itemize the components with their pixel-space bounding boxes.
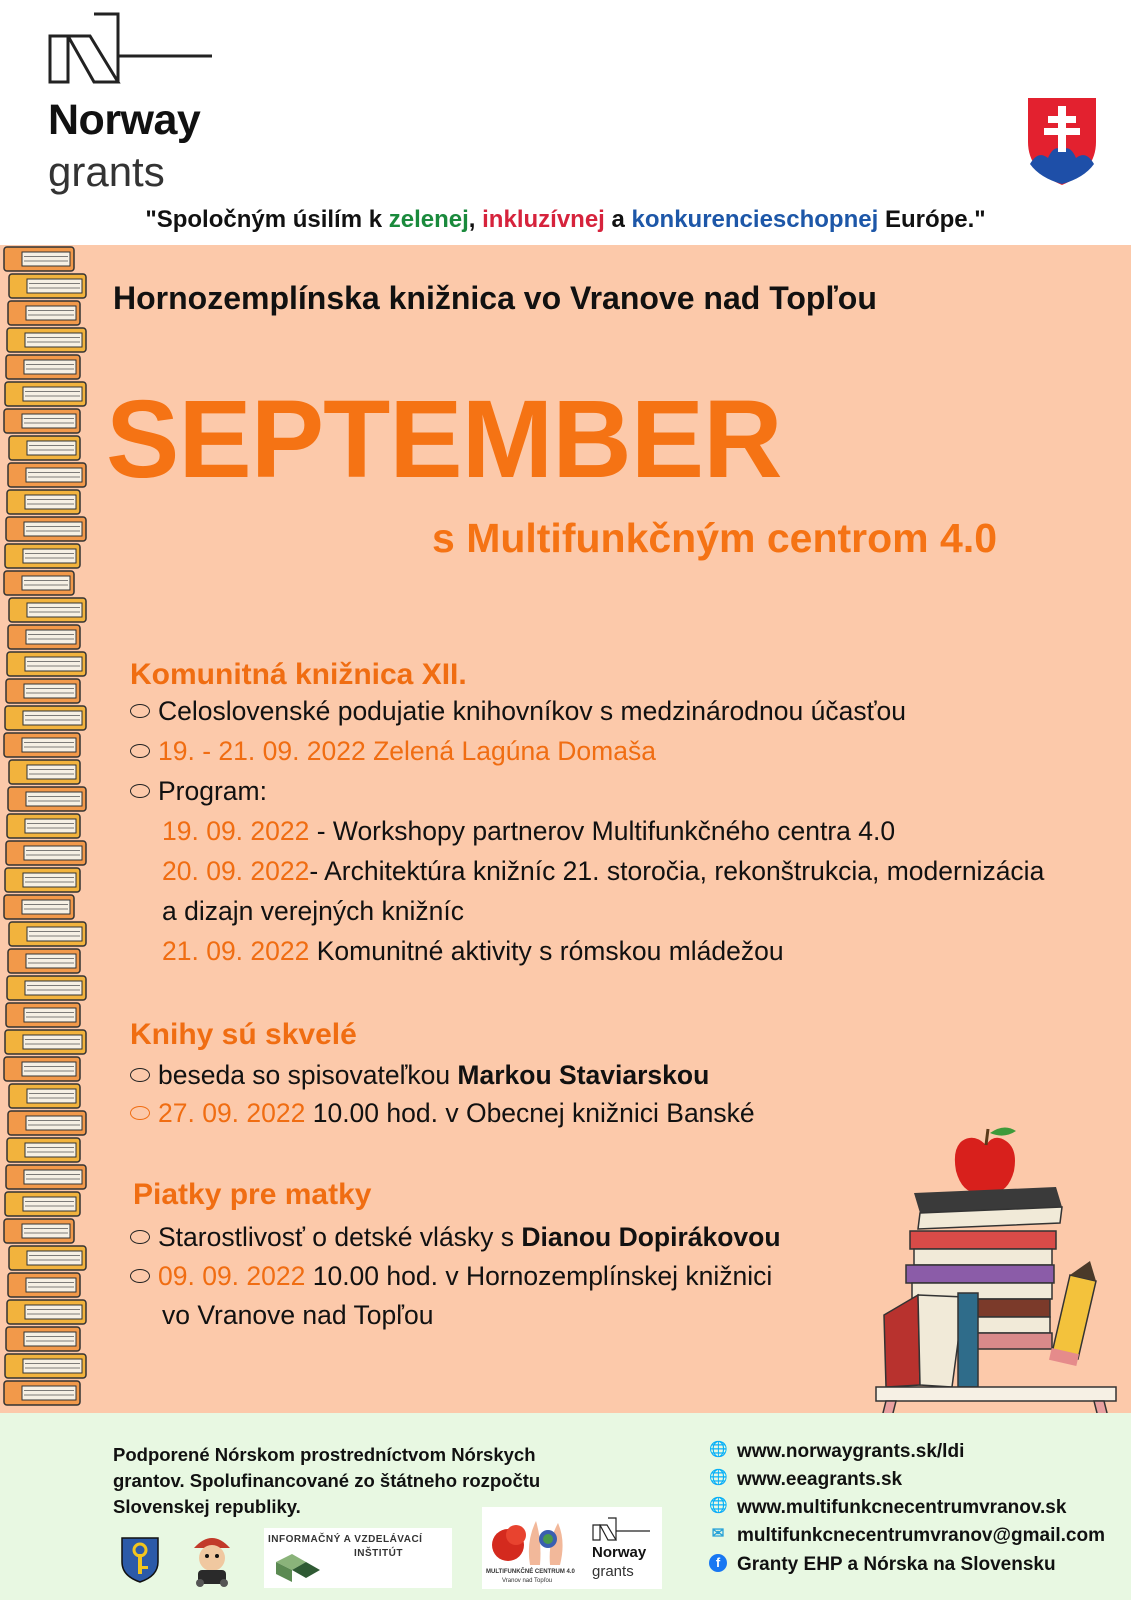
town-coat-of-arms-icon [120, 1536, 160, 1584]
link-eeagrants[interactable]: 🌐 www.eeagrants.sk [709, 1469, 903, 1490]
norway-grants-small-logo-icon [592, 1517, 652, 1541]
program-item: 19. 09. 2022 - Workshopy partnerov Multifunkčného centra 4.0 [162, 816, 896, 846]
logo-word-norway: Norway [48, 96, 201, 144]
library-name: Hornozemplínska knižnica vo Vranove nad Topľou [113, 280, 877, 316]
bullet-icon [130, 1068, 150, 1082]
list-item: Starostlivosť o detské vlásky s Dianou Dopirákovou [130, 1222, 781, 1253]
slogan-blue: konkurencieschopnej [631, 206, 879, 233]
list-item: Program: [130, 776, 267, 807]
link-norwaygrants[interactable]: 🌐 www.norwaygrants.sk/ldi [709, 1441, 965, 1462]
list-item: 27. 09. 2022 10.00 hod. v Obecnej knižnici Banské [130, 1098, 755, 1129]
partner-logos-box: MULTIFUNKČNÉ CENTRUM 4.0 Vranov nad Topľou Norway grants [482, 1507, 662, 1589]
program-item: 21. 09. 2022 Komunitné aktivity s rómskou mládežou [162, 936, 784, 966]
book-stack-apple-illustration-icon [874, 1115, 1124, 1425]
web-icon: 🌐 [709, 1469, 728, 1486]
slogan: "Spoločným úsilím k zelenej, inkluzívnej a konkurencieschopnej Európe." [145, 206, 986, 233]
slovak-coat-of-arms-icon [1024, 94, 1100, 188]
bullet-icon [130, 1230, 150, 1244]
facebook-icon: f [709, 1554, 727, 1572]
web-icon: 🌐 [709, 1441, 728, 1458]
web-icon: 🌐 [709, 1497, 728, 1514]
email-icon: ✉ [711, 1525, 725, 1542]
list-item-continuation: vo Vranove nad Topľou [162, 1300, 434, 1330]
section-title-piatky: Piatky pre matky [133, 1178, 372, 1211]
bullet-icon [130, 1106, 150, 1120]
slogan-green: zelenej [388, 206, 469, 233]
iviz-logo: INFORMAČNÝ A VZDELÁVACÍ INŠTITÚT [264, 1528, 452, 1588]
list-item: Celoslovenské podujatie knihovníkov s medzinárodnou účasťou [130, 696, 906, 727]
slogan-red: inkluzívnej [482, 206, 605, 233]
link-email[interactable]: ✉ multifunkcnecentrumvranov@gmail.com [737, 1525, 1105, 1547]
month-title: SEPTEMBER [106, 378, 782, 501]
section-title-komunitna: Komunitná knižnica XII. [130, 658, 467, 691]
link-multifunkcne-centrum[interactable]: 🌐 www.multifunkcnecentrumvranov.sk [709, 1497, 1067, 1518]
mascot-logo-icon [188, 1528, 236, 1588]
list-item: beseda so spisovateľkou Markou Staviarskou [130, 1060, 709, 1091]
section-title-knihy: Knihy sú skvelé [130, 1018, 357, 1051]
subtitle: s Multifunkčným centrom 4.0 [432, 515, 998, 561]
bullet-icon [130, 704, 150, 718]
list-item: 19. - 21. 09. 2022 Zelená Lagúna Domaša [130, 736, 656, 767]
list-item: 09. 09. 2022 10.00 hod. v Hornozemplínskej knižnici [130, 1261, 772, 1292]
support-text: Podporené Nórskom prostredníctvom Nórskych grantov. Spolufinancované zo štátneho rozpočtu Slovenskej republiky. [113, 1444, 541, 1517]
logo-word-grants: grants [48, 148, 165, 195]
norway-grants-logo-icon [48, 12, 218, 84]
multifunkcne-centrum-logo-icon [490, 1511, 582, 1567]
book-stack-border-icon [0, 245, 88, 1413]
puzzle-icon [272, 1548, 332, 1584]
bullet-icon [130, 1269, 150, 1283]
program-item-continuation: a dizajn verejných knižníc [162, 896, 464, 926]
bullet-icon [130, 784, 150, 798]
program-item: 20. 09. 2022- Architektúra knižníc 21. storočia, rekonštrukcia, modernizácia [162, 856, 1045, 886]
link-facebook[interactable]: f Granty EHP a Nórska na Slovensku [737, 1554, 1056, 1576]
bullet-icon [130, 744, 150, 758]
